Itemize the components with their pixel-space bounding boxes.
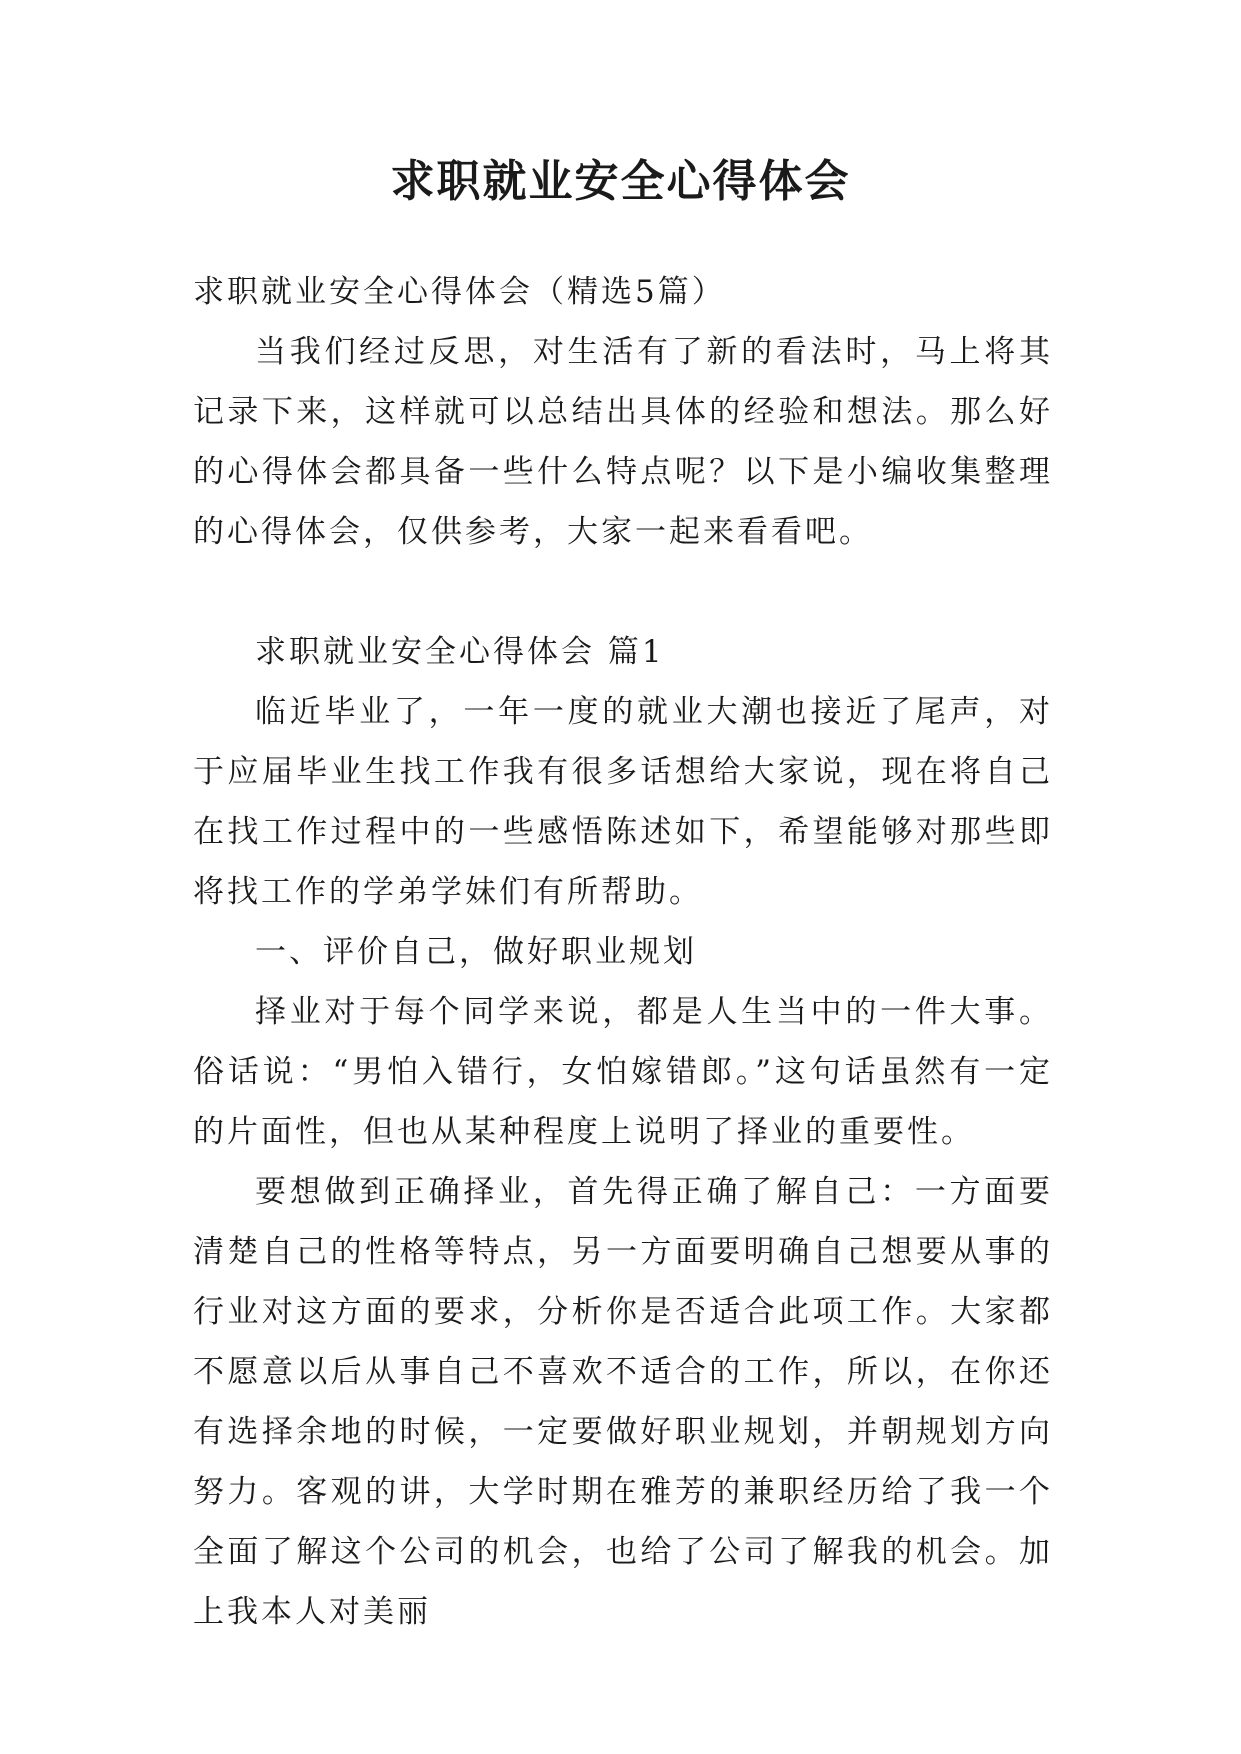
document-subtitle: 求职就业安全心得体会（精选5篇） [193,274,726,310]
section-heading: 求职就业安全心得体会 篇1 [255,634,665,670]
body-paragraph: 要想做到正确择业，首先得正确了解自己：一方面要清楚自己的性格等特点，另一方面要明确自己想要从事的行业对这方面的要求，分析你是否适合此项工作。大家都不愿意以后从事自己不喜欢不适合的工作，所以，在你还有选择余地的时候，一定要做好职业规划，并朝规划方向努力。客观的讲，大学时期在雅芳的兼职经历给了我一个全面了解这个公司的机会，也给了公司了解我的机会。加上我本人对美丽 [193,1174,1053,1630]
document-body [193,262,1053,1642]
document-title: 求职就业安全心得体会 [390,156,851,207]
body-paragraph: 临近毕业了，一年一度的就业大潮也接近了尾声，对于应届毕业生找工作我有很多话想给大家说，现在将自己在找工作过程中的一些感悟陈述如下，希望能够对那些即将找工作的学弟学妹们有所帮助。 [193,694,1053,910]
paragraph-gap [193,562,1053,622]
intro-paragraph: 当我们经过反思，对生活有了新的看法时，马上将其记录下来，这样就可以总结出具体的经验和想法。那么好的心得体会都具备一些什么特点呢？以下是小编收集整理的心得体会，仅供参考，大家一起来看看吧。 [193,334,1053,550]
subheading: 一、评价自己，做好职业规划 [255,934,697,970]
body-paragraph: 择业对于每个同学来说，都是人生当中的一件大事。俗话说：“男怕入错行，女怕嫁错郎。”这句话虽然有一定的片面性，但也从某种程度上说明了择业的重要性。 [193,994,1053,1150]
